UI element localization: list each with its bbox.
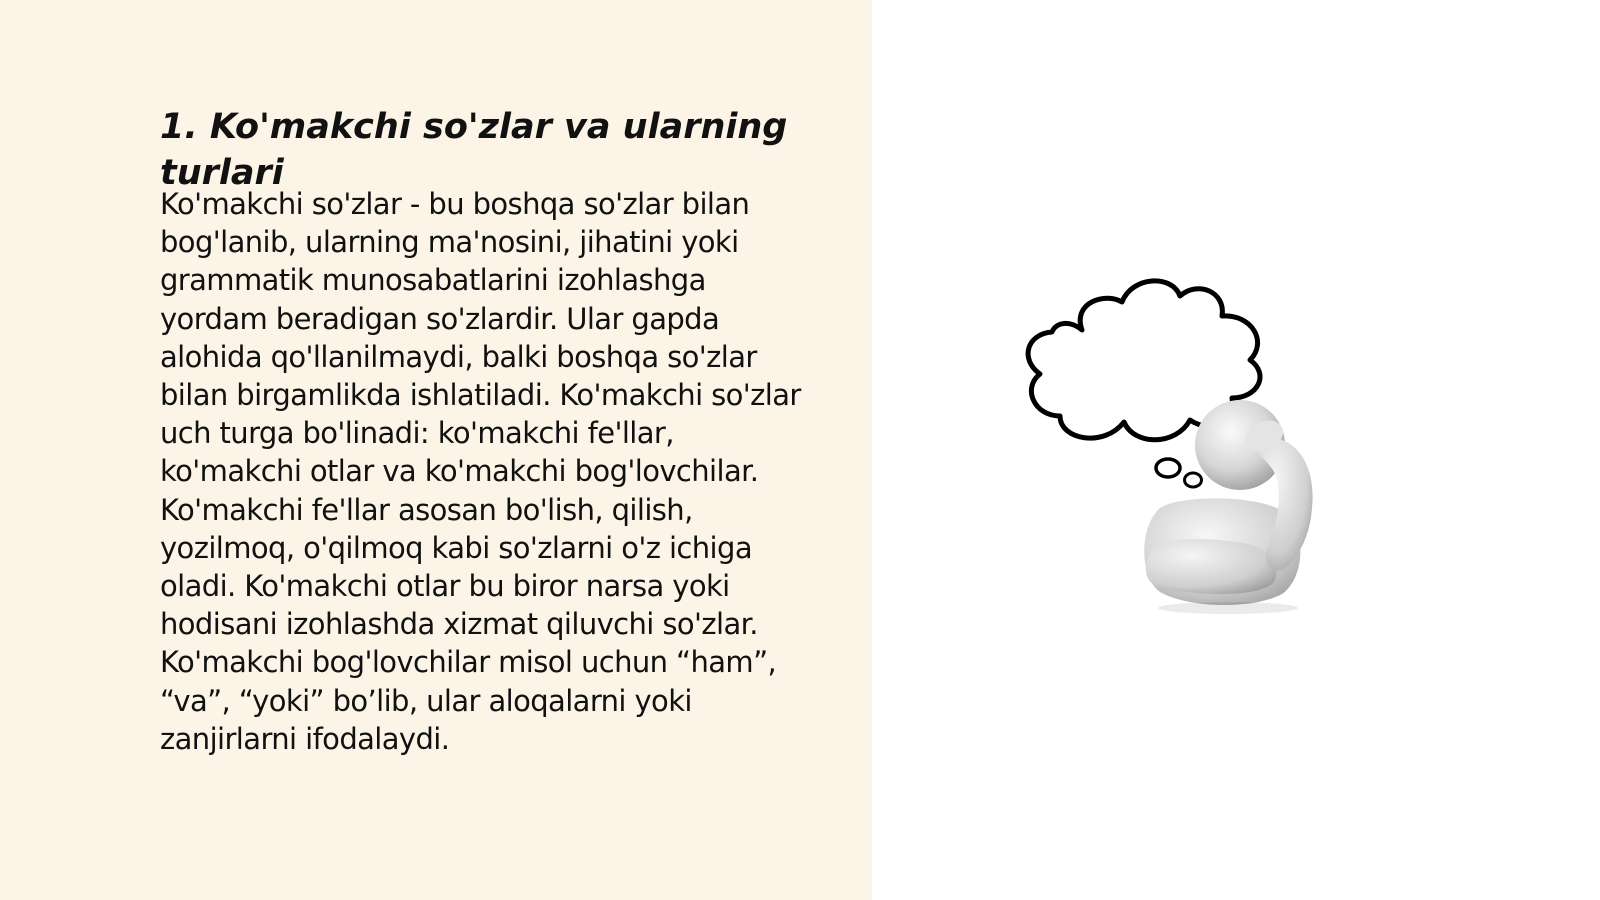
thinking-person-icon: [1020, 270, 1370, 620]
slide-body-text: Ko'makchi so'zlar - bu boshqa so'zlar bilan bog'lanib, ularning ma'nosini, jihatini yoki grammatik munosabatlarini izohlashga yordam beradigan so'zlardir. Ular gapda alohida qo'llanilmaydi, balki boshqa so'zlar bilan birgamlikda ishlatiladi. Ko'makchi so'zlar uch turga bo'linadi: ko'makchi fe'llar, ko'makchi otlar va ko'makchi bog'lovchilar. Ko'makchi fe'llar asosan bo'lish, qilish, yozilmoq, o'qilmoq kabi so'zlarni o'z ichiga oladi. Ko'makchi otlar bu biror narsa yoki hodisani izohlashda xizmat qiluvchi so'zlar. Ko'makchi bog'lovchilar misol uchun “ham”, “va”, “yoki” bo’lib, ular aloqalarni yoki zanjirlarni ifodalaydi.: [160, 187, 801, 756]
slide-title: 1. Ko'makchi so'zlar va ularning turlari: [160, 107, 788, 193]
